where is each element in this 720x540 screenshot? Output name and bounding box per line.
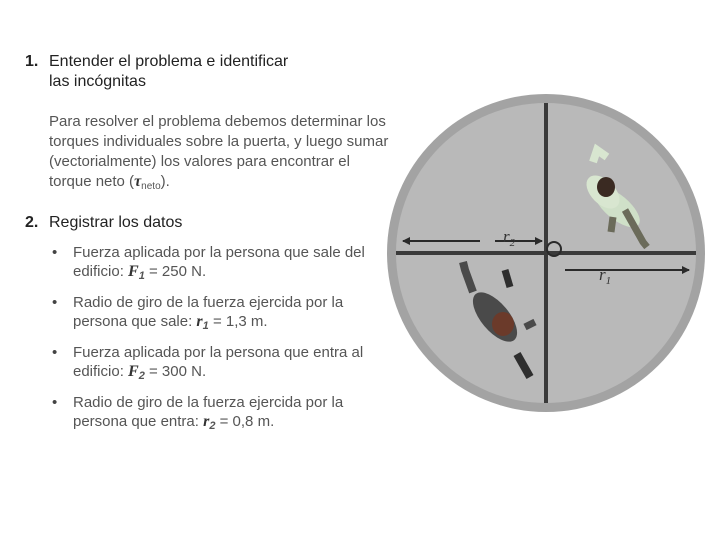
step-1-number: 1. (25, 53, 39, 70)
list-item-text: Fuerza aplicada por la persona que sale del edificio: (73, 244, 365, 280)
step-2 (25, 213, 390, 233)
radius-2-label: $r_2$ (503, 227, 516, 249)
list-item (49, 293, 389, 336)
step-2-title: Registrar los datos (49, 214, 183, 231)
step-2-number: 2. (25, 214, 39, 231)
data-list (49, 243, 389, 436)
step-1-title-line-2: las incógnitas (49, 73, 146, 90)
step-1-paragraph (49, 112, 389, 197)
radius-1-value: = 1,3 m. (208, 313, 268, 330)
list-item-text: Radio de giro de la fuerza ejercida por la persona que sale: (73, 294, 344, 330)
radius-1-label: $r_1$ (599, 265, 612, 287)
revolving-door-figure (385, 92, 707, 414)
force-1-subscript: 1 (138, 270, 145, 282)
list-item-text: Fuerza aplicada por la persona que entra al edificio: (73, 344, 364, 380)
paragraph-text: Para resolver el problema debemos determinar los torques individuales sobre la puerta, y luego sumar (vectorialmente) los valores para encontrar el torque neto ( (49, 113, 389, 190)
radius-1-subscript: 1 (202, 320, 209, 332)
text-column (25, 52, 390, 443)
force-2-subscript: 2 (138, 370, 145, 382)
list-item (49, 343, 389, 386)
step-1-title-line-1: Entender el problema e identificar (49, 53, 289, 70)
list-item (49, 243, 389, 286)
radius-2-value: = 0,8 m. (215, 413, 275, 430)
force-2-symbol: F (128, 363, 139, 380)
list-item-text: Radio de giro de la fuerza ejercida por la persona que entra: (73, 394, 344, 430)
revolving-door-diagram (385, 92, 707, 414)
tau-symbol: τ (134, 173, 142, 190)
radius-1-symbol: r (196, 313, 203, 330)
force-1-value: = 250 N. (144, 263, 207, 280)
force-1-symbol: F (128, 263, 139, 280)
radius-2-symbol: r (203, 413, 210, 430)
radius-2-subscript: 2 (209, 420, 216, 432)
force-2-value: = 300 N. (144, 363, 207, 380)
step-1-title (49, 52, 288, 92)
step-1 (25, 52, 390, 92)
paragraph-end: ). (160, 173, 170, 190)
list-item (49, 393, 389, 436)
tau-subscript: neto (141, 181, 161, 192)
